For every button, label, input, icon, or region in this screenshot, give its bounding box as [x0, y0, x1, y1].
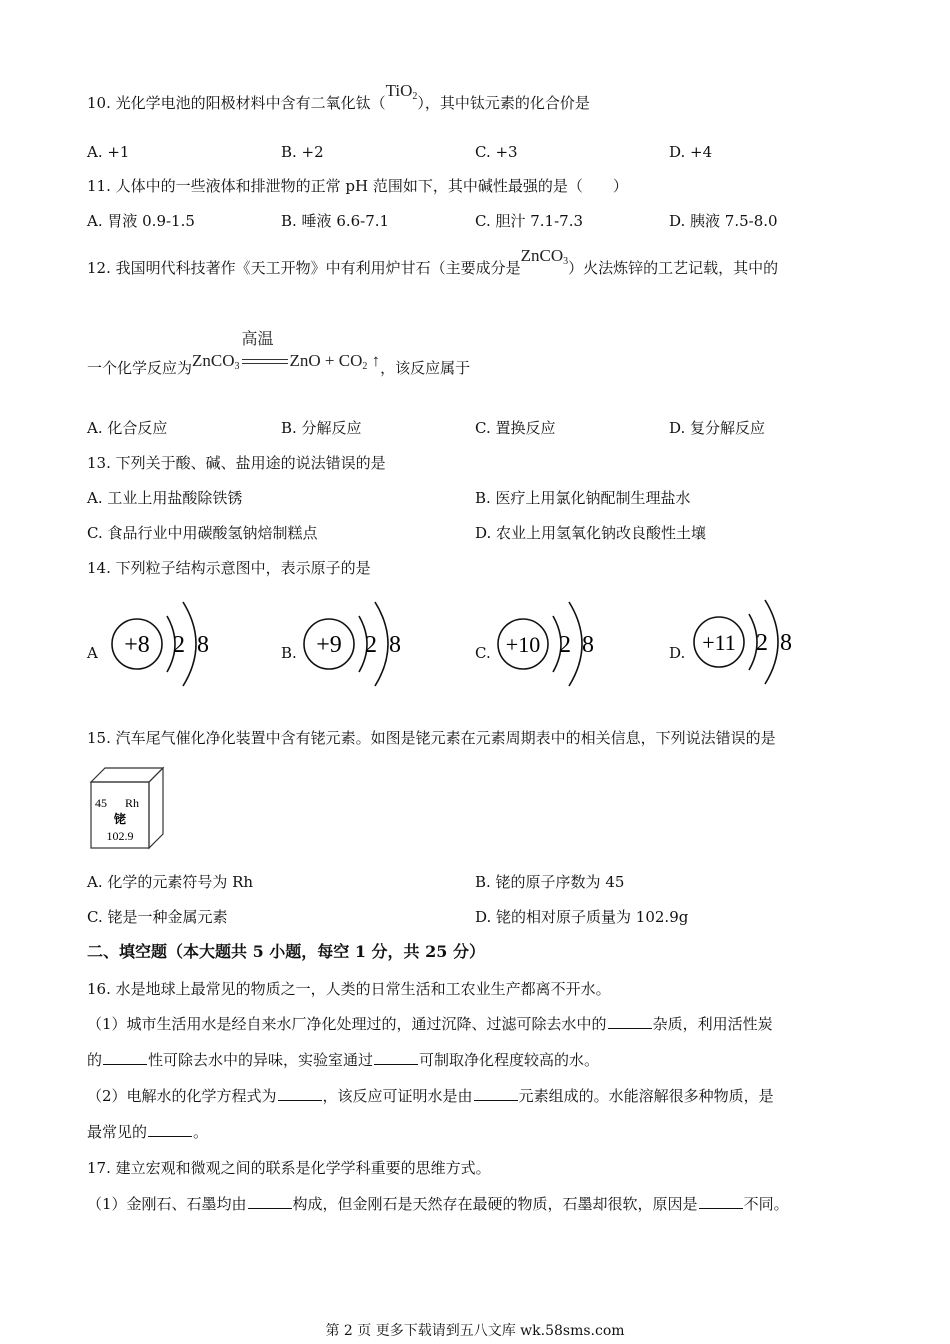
q14-option-a-label: A: [87, 644, 98, 662]
q16-part2-line2: 最常见的 。: [87, 1123, 209, 1141]
q13-option-a: A. 工业上用盐酸除铁锈: [87, 489, 243, 507]
q14-option-b-label: B.: [281, 644, 297, 662]
shell-1-electrons-a: 2: [173, 632, 185, 658]
shell-2-electrons-a: 8: [197, 632, 209, 658]
answer-blank[interactable]: [278, 1086, 322, 1101]
q10-option-d: D. +4: [669, 143, 713, 161]
answer-blank[interactable]: [699, 1194, 743, 1209]
q10-option-b: B. +2: [281, 143, 324, 161]
q12-stem: 12. 我国明代科技著作《天工开物》中有利用炉甘石（主要成分是ZnCO$_3$）火法炼锌的工艺记载，其中的: [87, 246, 779, 277]
reaction-equation: ZnCO$_3$ 高温 ZnO + $CO_2$ ↑: [192, 329, 381, 372]
q10-option-c: C. +3: [475, 143, 518, 161]
answer-blank[interactable]: [474, 1086, 518, 1101]
answer-blank[interactable]: [103, 1050, 147, 1065]
q17-stem: 17. 建立宏观和微观之间的联系是化学学科重要的思维方式。: [87, 1159, 491, 1177]
shell-2-electrons-b: 8: [389, 632, 401, 658]
q13-option-b: B. 医疗上用氯化钠配制生理盐水: [475, 489, 691, 507]
q11-option-d: D. 胰液 7.5-8.0: [669, 212, 778, 230]
q13-option-c: C. 食品行业中用碳酸氢钠焙制糕点: [87, 524, 318, 542]
answer-blank[interactable]: [248, 1194, 292, 1209]
tio2-formula: TiO$_2$: [385, 81, 418, 102]
q16-part1-line2: 的 性可除去水中的异味，实验室通过 可制取净化程度较高的水。: [87, 1051, 600, 1069]
element-atomic-mass: 102.9: [106, 829, 134, 843]
q12-option-c: C. 置换反应: [475, 419, 556, 437]
q15-option-b: B. 铑的原子序数为 45: [475, 873, 625, 891]
q13-option-d: D. 农业上用氢氧化钠改良酸性土壤: [475, 524, 707, 542]
q14-option-c-label: C.: [475, 644, 491, 662]
q15-option-a: A. 化学的元素符号为 Rh: [87, 873, 254, 891]
q11-option-b: B. 唾液 6.6-7.1: [281, 212, 390, 230]
shell-1-electrons-d: 2: [756, 630, 768, 656]
element-card-rh: [88, 765, 168, 853]
q15-stem: 15. 汽车尾气催化净化装置中含有铑元素。如图是铑元素在元素周期表中的相关信息，下列说法错误的是: [87, 729, 776, 747]
q10-option-a: A. +1: [87, 143, 130, 161]
q10-stem: 10. 光化学电池的阳极材料中含有二氧化钛（TiO$_2$），其中钛元素的化合价是: [87, 81, 590, 112]
q11-option-a: A. 胃液 0.9-1.5: [87, 212, 195, 230]
q12-option-b: B. 分解反应: [281, 419, 362, 437]
q14-stem: 14. 下列粒子结构示意图中，表示原子的是: [87, 559, 371, 577]
q11-option-c: C. 胆汁 7.1-7.3: [475, 212, 584, 230]
equation-condition: 高温: [240, 351, 290, 371]
shell-1-electrons-c: 2: [559, 632, 571, 658]
answer-blank[interactable]: [374, 1050, 418, 1065]
shell-2-electrons-c: 8: [582, 632, 594, 658]
q17-part1: （1）金刚石、石墨均由 构成，但金刚石是天然存在最硬的物质，石墨却很软，原因是 不同。: [87, 1195, 789, 1213]
section-2-title: 二、填空题（本大题共 5 小题，每空 1 分，共 25 分）: [87, 942, 485, 961]
znco3-formula: ZnCO$_3$: [520, 246, 569, 267]
element-symbol: Rh: [125, 796, 140, 810]
atom-diagram-d: [689, 590, 809, 694]
q12-option-a: A. 化合反应: [87, 419, 168, 437]
atom-diagram-b: [299, 592, 419, 696]
shell-2-electrons-d: 8: [780, 630, 792, 656]
nucleus-charge-a: +8: [124, 632, 150, 658]
q15-option-d: D. 铑的相对原子质量为 102.9g: [475, 908, 689, 926]
atom-diagram-a: [105, 592, 225, 696]
element-atomic-number: 45: [95, 796, 107, 810]
nucleus-charge-d: +11: [702, 630, 736, 655]
shell-1-electrons-b: 2: [365, 632, 377, 658]
q16-part2-line1: （2）电解水的化学方程式为 ，该反应可证明水是由 元素组成的。水能溶解很多种物质，是: [87, 1087, 774, 1105]
q15-option-c: C. 铑是一种金属元素: [87, 908, 228, 926]
answer-blank[interactable]: [148, 1122, 192, 1137]
q13-stem: 13. 下列关于酸、碱、盐用途的说法错误的是: [87, 454, 386, 472]
q12-stem-line2: 一个化学反应为ZnCO$_3$ 高温 ZnO + $CO_2$ ↑，该反应属于: [87, 329, 471, 377]
answer-blank[interactable]: [608, 1014, 652, 1029]
atom-diagram-c: [493, 592, 613, 696]
nucleus-charge-b: +9: [316, 632, 342, 658]
q11-stem: 11. 人体中的一些液体和排泄物的正常 pH 范围如下，其中碱性最强的是（ ）: [87, 177, 628, 195]
q16-part1-line1: （1）城市生活用水是经自来水厂净化处理过的，通过沉降、过滤可除去水中的 杂质，利用活性炭: [87, 1015, 773, 1033]
element-name: 铑: [113, 812, 127, 826]
q16-stem: 16. 水是地球上最常见的物质之一，人类的日常生活和工农业生产都离不开水。: [87, 980, 611, 998]
q14-option-d-label: D.: [669, 644, 686, 662]
nucleus-charge-c: +10: [505, 632, 541, 657]
q12-option-d: D. 复分解反应: [669, 419, 766, 437]
page-footer: 第 2 页 更多下载请到五八文库 wk.58sms.com: [325, 1323, 625, 1339]
